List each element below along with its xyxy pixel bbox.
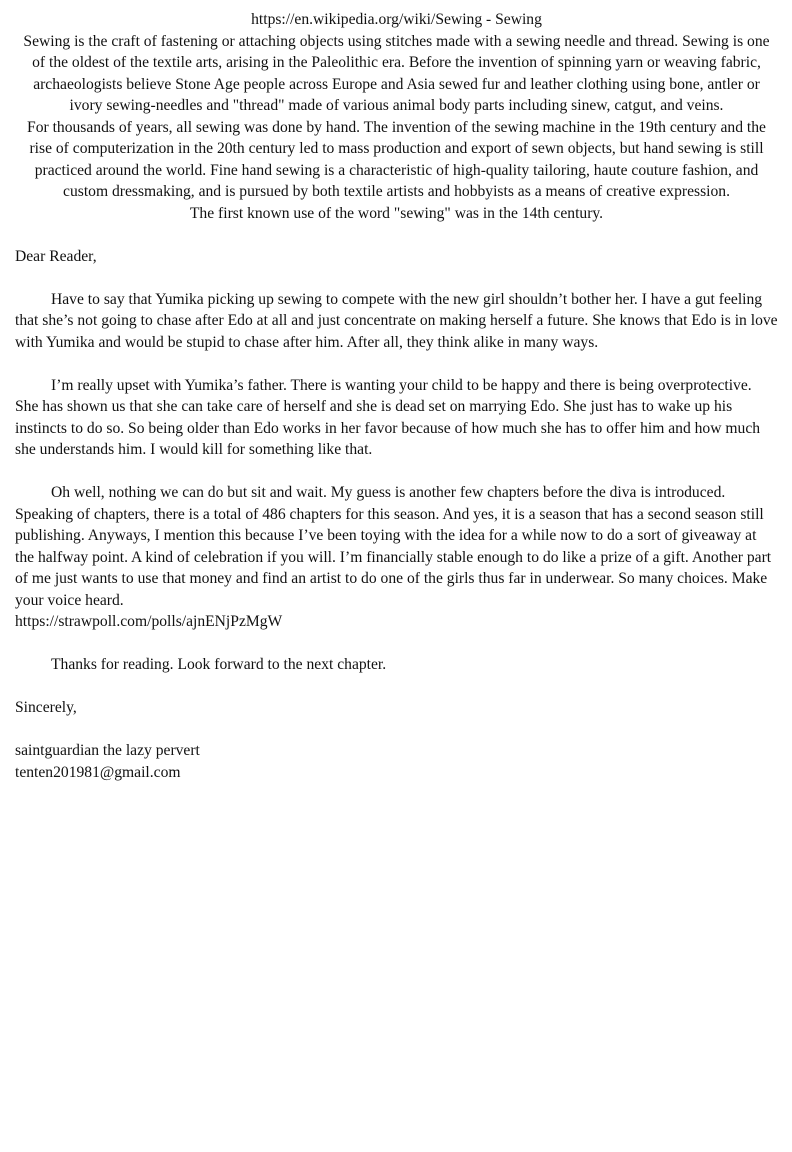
letter-body: [15, 246, 778, 784]
poll-link[interactable]: https://strawpoll.com/polls/ajnENjPzMgW: [15, 613, 283, 630]
intro-paragraph-1: Sewing is the craft of fastening or attaching objects using stitches made with a sewing needle and thread. Sewing is one of the oldest of the textile arts, arising in the Paleolithic era. Before the invention of spinning yarn or weaving fabric, archaeologists believe Stone Age people across Europe and Asia sewed fur and leather clothing using bone, antler or ivory sewing-needles and "thread" made of various animal body parts including sinew, catgut, and veins.: [23, 32, 770, 114]
document-page: [15, 9, 778, 783]
letter-paragraph-3: Oh well, nothing we can do but sit and wait. My guess is another few chapters before the diva is introduced. Speaking of chapters, there is a total of 486 chapters for this season. And yes, it is a season that has a second season still publishing. Anyways, I mention this because I’ve been toying with the idea for a while now to do a sort of giveaway at the halfway point. A kind of celebration if you will. I’m financially stable enough to do like a prize of a gift. Another part of me just wants to use that money and find an artist to do one of the girls thus far in underwear. So many choices. Make your voice heard.: [15, 484, 772, 609]
email-address[interactable]: tenten201981@gmail.com: [15, 763, 181, 781]
greeting: Dear Reader,: [15, 247, 97, 265]
closing: Sincerely,: [15, 699, 77, 716]
source-line: https://en.wikipedia.org/wiki/Sewing - Sewing: [251, 11, 542, 28]
intro-paragraph-2: For thousands of years, all sewing was done by hand. The invention of the sewing machine in the 19th century and the rise of computerization in the 20th century led to mass production and export of sewn objects, but hand sewing is still practiced around the world. Fine hand sewing is a characteristic of high-quality tailoring, haute couture fashion, and custom dressmaking, and is pursued by both textile artists and hobbyists as a means of creative expression.: [27, 118, 766, 200]
intro-paragraph-3: The first known use of the word "sewing" was in the 14th century.: [189, 204, 604, 222]
letter-paragraph-2: I’m really upset with Yumika’s father. There is wanting your child to be happy and there is being overprotective. She has shown us that she can take care of herself and she is dead set on marrying Edo. She just has to wake up his instincts to do so. So being older than Edo works in her favor because of how much she has to offer him and how much she understands him. I would kill for something like that.: [15, 376, 761, 458]
letter-paragraph-1: Have to say that Yumika picking up sewing to compete with the new girl shouldn’t bother her. I have a gut feeling that she’s not going to chase after Edo at all and just concentrate on making herself a future. She knows that Edo is in love with Yumika and would be stupid to chase after him. After all, they think alike in many ways.: [15, 290, 778, 351]
wikipedia-excerpt: [15, 9, 778, 224]
letter-paragraph-4: Thanks for reading. Look forward to the next chapter.: [51, 656, 387, 673]
signature: saintguardian the lazy pervert: [15, 742, 200, 759]
